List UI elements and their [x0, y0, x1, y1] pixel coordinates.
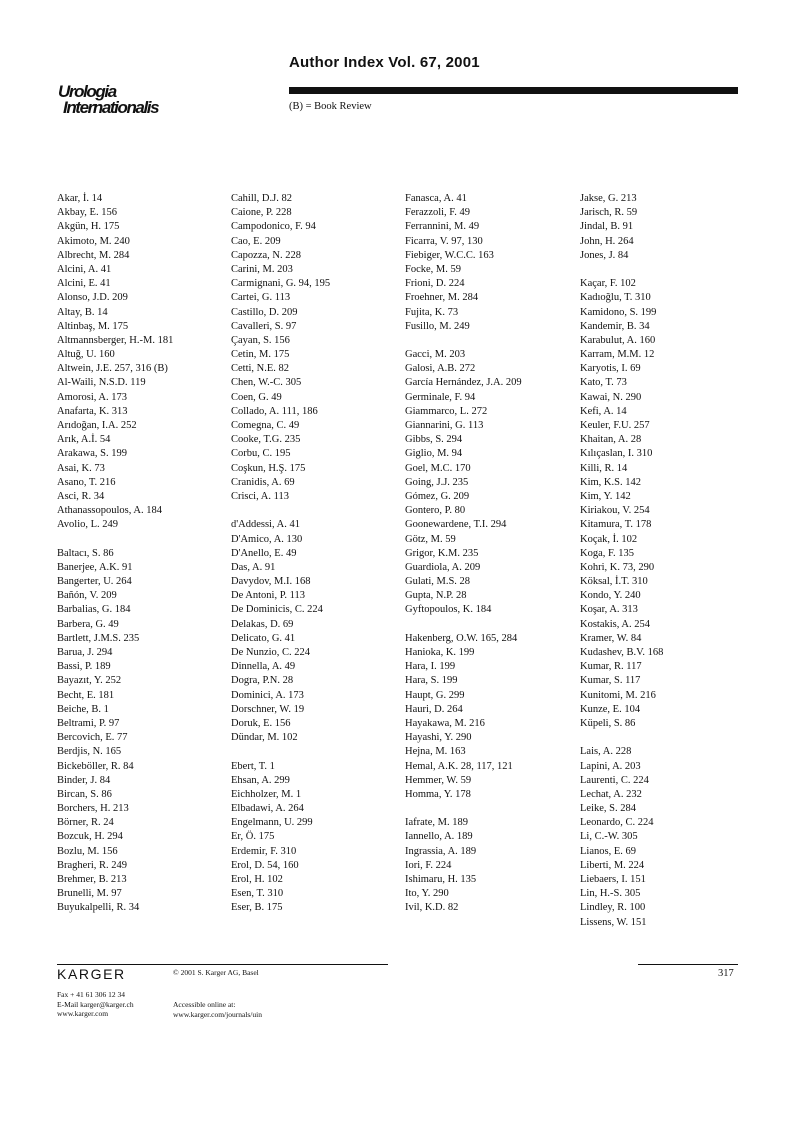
author-entry: Castillo, D. 209 [231, 306, 298, 318]
letter-group-gap [580, 263, 663, 277]
publisher-website: www.karger.com [57, 1009, 109, 1018]
author-entry: Karabulut, A. 160 [580, 334, 656, 346]
author-entry: Corbu, C. 195 [231, 448, 291, 460]
author-entry: Jindal, B. 91 [580, 221, 634, 233]
author-entry: Lechat, A. 232 [580, 788, 642, 800]
author-entry: Delicato, G. 41 [231, 632, 296, 644]
author-entry: Koga, F. 135 [580, 547, 634, 559]
author-entry: Er, Ö. 175 [231, 831, 275, 843]
author-entry: Altmannsberger, H.-M. 181 [57, 334, 174, 346]
author-entry: Amorosi, A. 173 [57, 391, 128, 403]
author-entry: Fiebiger, W.C.C. 163 [405, 249, 494, 261]
letter-group-gap [580, 731, 663, 745]
author-entry: Erdemir, F. 310 [231, 845, 297, 857]
journal-name-line1: Urologia [58, 82, 116, 101]
author-entry: Froehner, M. 284 [405, 292, 479, 304]
author-entry: Cahill, D.J. 82 [231, 193, 292, 204]
author-entry: Dündar, M. 102 [231, 732, 298, 744]
author-entry: Hayashi, Y. 290 [405, 732, 472, 744]
author-entry: De Antoni, P. 113 [231, 590, 305, 602]
author-entry: Küpeli, S. 86 [580, 717, 636, 729]
copyright-notice: © 2001 S. Karger AG, Basel [173, 968, 259, 977]
author-entry: Giannarini, G. 113 [405, 420, 484, 431]
author-entry: Kaçar, F. 102 [580, 278, 636, 290]
author-entry: Hara, I. 199 [405, 661, 456, 673]
author-entry: Lianos, E. 69 [580, 845, 636, 857]
author-entry: Hemmer, W. 59 [405, 774, 472, 786]
author-entry: Börner, R. 24 [57, 817, 114, 829]
author-entry: Kandemir, B. 34 [580, 320, 650, 332]
author-entry: Kostakis, A. 254 [580, 618, 651, 630]
author-entry: Barua, J. 294 [57, 647, 113, 658]
author-entry: Arık, A.İ. 54 [57, 434, 111, 446]
author-entry: Ishimaru, H. 135 [405, 874, 477, 885]
author-entry: Banerjee, A.K. 91 [57, 561, 133, 573]
page-title: Author Index Vol. 67, 2001 [289, 54, 480, 71]
author-entry: Ehsan, A. 299 [231, 774, 290, 786]
author-entry: Ficarra, V. 97, 130 [405, 235, 483, 247]
journal-name-line2: Internationalis [63, 98, 159, 117]
author-entry: Goonewardene, T.I. 294 [405, 519, 507, 531]
author-entry: Kefi, A. 14 [580, 405, 627, 417]
title-rule [289, 87, 738, 94]
author-column-2 [231, 192, 330, 916]
author-entry: Köksal, İ.T. 310 [580, 576, 648, 588]
author-entry: Bozcuk, H. 294 [57, 831, 123, 843]
author-column-4 [580, 192, 663, 930]
author-entry: Ferazzoli, F. 49 [405, 207, 471, 219]
author-entry: Koçak, İ. 102 [580, 533, 638, 545]
publisher-contact [57, 990, 134, 1019]
author-entry: Dominici, A. 173 [231, 689, 304, 701]
author-entry: Kamidono, S. 199 [580, 306, 657, 318]
author-entry: Liberti, M. 224 [580, 859, 645, 871]
author-entry: Cao, E. 209 [231, 235, 281, 247]
author-entry: Doruk, E. 156 [231, 717, 291, 729]
author-entry: Altay, B. 14 [57, 306, 108, 318]
author-entry: Hayakawa, M. 216 [405, 717, 485, 729]
email-address: E-Mail karger@karger.ch [57, 999, 134, 1009]
author-entry: Asai, K. 73 [57, 462, 105, 474]
author-entry: Kohri, K. 73, 290 [580, 561, 655, 573]
author-entry: Gacci, M. 203 [405, 349, 466, 361]
author-entry: Gupta, N.P. 28 [405, 590, 467, 602]
author-entry: Barbalias, G. 184 [57, 604, 131, 616]
author-entry: Cooke, T.G. 235 [231, 434, 301, 446]
author-entry: Al-Waili, N.S.D. 119 [57, 377, 146, 389]
author-entry: Davydov, M.I. 168 [231, 576, 311, 588]
online-access [173, 1000, 262, 1019]
author-entry: Fusillo, M. 249 [405, 320, 470, 332]
page-number: 317 [718, 968, 734, 979]
author-entry: Ivil, K.D. 82 [405, 902, 459, 914]
author-entry: Eser, B. 175 [231, 902, 283, 914]
author-entry: Karram, M.M. 12 [580, 349, 655, 361]
author-entry: Laurenti, C. 224 [580, 774, 649, 786]
author-entry: Hemal, A.K. 28, 117, 121 [405, 760, 513, 772]
author-entry: Barbera, G. 49 [57, 618, 119, 630]
author-entry: Kawai, N. 290 [580, 391, 642, 403]
author-entry: Haupt, G. 299 [405, 689, 465, 701]
author-entry: Hanioka, K. 199 [405, 647, 475, 658]
author-entry: Delakas, D. 69 [231, 618, 294, 630]
author-entry: Coen, G. 49 [231, 391, 282, 403]
author-column-1 [57, 192, 173, 916]
author-entry: Leonardo, C. 224 [580, 817, 654, 829]
author-entry: Baltacı, S. 86 [57, 547, 114, 559]
author-entry: Kim, Y. 142 [580, 490, 631, 502]
author-entry: Arakawa, S. 199 [57, 448, 127, 460]
author-entry: Kudashev, B.V. 168 [580, 647, 664, 658]
author-entry: Lapini, A. 203 [580, 760, 641, 772]
journal-url: www.karger.com/journals/uin [173, 1009, 262, 1019]
author-entry: Iori, F. 224 [405, 859, 452, 871]
author-entry: Arıdoğan, I.A. 252 [57, 420, 137, 431]
author-entry: Das, A. 91 [231, 561, 276, 573]
author-entry: De Nunzio, C. 224 [231, 647, 311, 658]
author-entry: Becht, E. 181 [57, 689, 115, 701]
author-entry: Kitamura, T. 178 [580, 519, 652, 531]
author-entry: Carmignani, G. 94, 195 [231, 278, 331, 290]
author-entry: Goel, M.C. 170 [405, 462, 471, 474]
author-entry: Hejna, M. 163 [405, 746, 466, 758]
author-entry: Giammarco, L. 272 [405, 405, 488, 417]
author-entry: Esen, T. 310 [231, 888, 284, 900]
author-entry: Kim, K.S. 142 [580, 476, 641, 488]
journal-logo [58, 84, 158, 116]
letter-group-gap [405, 334, 522, 348]
author-entry: D'Anello, E. 49 [231, 547, 297, 559]
author-entry: Bercovich, E. 77 [57, 732, 128, 744]
author-entry: Lin, H.-S. 305 [580, 888, 641, 900]
author-entry: Ito, Y. 290 [405, 888, 449, 900]
author-entry: Cetin, M. 175 [231, 349, 290, 361]
author-entry: Asci, R. 34 [57, 490, 105, 502]
author-entry: Fanasca, A. 41 [405, 193, 467, 204]
author-entry: Hauri, D. 264 [405, 703, 463, 715]
author-entry: Khaitan, A. 28 [580, 434, 642, 446]
author-entry: Iannello, A. 189 [405, 831, 473, 843]
letter-group-gap [231, 504, 330, 518]
footer-rule-right [638, 964, 738, 965]
author-entry: Collado, A. 111, 186 [231, 405, 318, 417]
author-entry: Kramer, W. 84 [580, 632, 642, 644]
author-entry: Germinale, F. 94 [405, 391, 476, 403]
author-entry: Bañón, V. 209 [57, 590, 117, 602]
author-entry: Frioni, D. 224 [405, 278, 465, 290]
author-entry: Hara, S. 199 [405, 675, 458, 687]
author-entry: Gómez, G. 209 [405, 490, 470, 502]
author-entry: Killi, R. 14 [580, 462, 628, 474]
author-entry: d'Addessi, A. 41 [231, 519, 300, 531]
author-entry: Karyotis, I. 69 [580, 363, 641, 375]
author-entry: Beiche, B. 1 [57, 703, 109, 715]
author-entry: Iafrate, M. 189 [405, 817, 468, 829]
author-entry: Kato, T. 73 [580, 377, 627, 389]
author-entry: Akgün, H. 175 [57, 221, 120, 233]
author-entry: Capozza, N. 228 [231, 249, 301, 261]
author-entry: Giglio, M. 94 [405, 448, 463, 460]
book-review-legend: (B) = Book Review [289, 101, 372, 112]
author-entry: Altwein, J.E. 257, 316 (B) [57, 363, 168, 375]
author-entry: Galosi, A.B. 272 [405, 363, 476, 375]
author-entry: Bozlu, M. 156 [57, 845, 118, 857]
author-entry: Bassi, P. 189 [57, 661, 111, 673]
author-column-3 [405, 192, 522, 916]
publisher-logo: KARGER [57, 966, 126, 982]
access-label: Accessible online at: [173, 1000, 236, 1009]
author-entry: Crisci, A. 113 [231, 490, 289, 502]
author-entry: Akbay, E. 156 [57, 207, 117, 219]
author-entry: Homma, Y. 178 [405, 788, 471, 800]
author-entry: Cranidis, A. 69 [231, 476, 295, 488]
author-entry: Götz, M. 59 [405, 533, 456, 545]
author-entry: Eichholzer, M. 1 [231, 788, 302, 800]
author-entry: Lissens, W. 151 [580, 916, 647, 928]
author-entry: Ebert, T. 1 [231, 760, 275, 772]
author-entry: Erol, D. 54, 160 [231, 859, 299, 871]
author-entry: Gontero, P. 80 [405, 505, 466, 517]
author-entry: Carini, M. 203 [231, 263, 293, 275]
author-entry: Asano, T. 216 [57, 476, 116, 488]
author-entry: Binder, J. 84 [57, 774, 111, 786]
author-entry: Kunitomi, M. 216 [580, 689, 656, 701]
author-entry: Dogra, P.N. 28 [231, 675, 294, 687]
letter-group-gap [405, 802, 522, 816]
author-entry: Kumar, R. 117 [580, 661, 642, 673]
author-entry: Elbadawi, A. 264 [231, 803, 304, 815]
author-entry: Gyftopoulos, K. 184 [405, 604, 492, 616]
author-entry: Beltrami, P. 97 [57, 717, 120, 729]
letter-group-gap [57, 533, 173, 547]
author-entry: Going, J.J. 235 [405, 476, 469, 488]
letter-group-gap [231, 745, 330, 759]
author-entry: Chen, W.-C. 305 [231, 377, 302, 389]
author-entry: Li, C.-W. 305 [580, 831, 638, 843]
author-entry: Berdjis, N. 165 [57, 746, 122, 758]
author-entry: Cartei, G. 113 [231, 292, 291, 304]
author-entry: Kondo, Y. 240 [580, 590, 641, 602]
author-entry: Jakse, G. 213 [580, 193, 637, 204]
author-entry: Cavalleri, S. 97 [231, 320, 297, 332]
author-entry: Hakenberg, O.W. 165, 284 [405, 632, 518, 644]
author-entry: Leike, S. 284 [580, 803, 636, 815]
author-entry: Bangerter, U. 264 [57, 576, 132, 588]
author-entry: Caione, P. 228 [231, 207, 292, 219]
author-entry: Kiriakou, V. 254 [580, 505, 650, 517]
author-entry: Buyukalpelli, R. 34 [57, 902, 140, 914]
author-entry: Borchers, H. 213 [57, 803, 129, 815]
author-entry: Coşkun, H.Ş. 175 [231, 462, 306, 474]
author-entry: Bircan, S. 86 [57, 788, 112, 800]
author-entry: Brunelli, M. 97 [57, 888, 122, 900]
author-entry: Kunze, E. 104 [580, 703, 641, 715]
author-entry: Anafarta, K. 313 [57, 405, 128, 417]
author-entry: Engelmann, U. 299 [231, 817, 313, 829]
author-entry: Kumar, S. 117 [580, 675, 641, 687]
author-entry: Gulati, M.S. 28 [405, 576, 471, 588]
author-entry: Koşar, A. 313 [580, 604, 638, 616]
author-entry: Athanassopoulos, A. 184 [57, 505, 162, 517]
author-entry: Bickeböller, R. 84 [57, 760, 134, 772]
footer-rule-left [57, 964, 388, 965]
author-entry: Focke, M. 59 [405, 263, 461, 275]
author-entry: Alcini, E. 41 [57, 278, 111, 290]
author-entry: Akar, İ. 14 [57, 193, 103, 204]
author-entry: Keuler, F.U. 257 [580, 420, 650, 431]
author-entry: Ingrassia, A. 189 [405, 845, 477, 857]
author-entry: John, H. 264 [580, 235, 634, 247]
author-entry: Çayan, S. 156 [231, 334, 290, 346]
author-entry: Liebaers, I. 151 [580, 874, 646, 885]
author-entry: García Hernández, J.A. 209 [405, 377, 522, 389]
author-entry: Lais, A. 228 [580, 746, 632, 758]
author-entry: Jarisch, R. 59 [580, 207, 638, 219]
author-entry: Lindley, R. 100 [580, 902, 646, 914]
author-entry: Gibbs, S. 294 [405, 434, 463, 446]
author-entry: Bartlett, J.M.S. 235 [57, 632, 140, 644]
author-entry: Campodonico, F. 94 [231, 221, 316, 233]
author-entry: De Dominicis, C. 224 [231, 604, 323, 616]
author-entry: Comegna, C. 49 [231, 420, 300, 431]
author-entry: Dinnella, A. 49 [231, 661, 296, 673]
author-entry: Cetti, N.E. 82 [231, 363, 290, 375]
author-entry: Alonso, J.D. 209 [57, 292, 128, 304]
author-entry: Alcini, A. 41 [57, 263, 112, 275]
author-entry: Guardiola, A. 209 [405, 561, 481, 573]
author-entry: Jones, J. 84 [580, 249, 629, 261]
author-entry: Erol, H. 102 [231, 874, 283, 885]
author-entry: Bayazıt, Y. 252 [57, 675, 122, 687]
author-entry: Fujita, K. 73 [405, 306, 459, 318]
author-entry: D'Amico, A. 130 [231, 533, 303, 545]
author-entry: Ferrannini, M. 49 [405, 221, 480, 233]
letter-group-gap [405, 618, 522, 632]
author-entry: Altinbaş, M. 175 [57, 320, 129, 332]
author-entry: Avolio, L. 249 [57, 519, 119, 531]
author-entry: Albrecht, M. 284 [57, 249, 130, 261]
author-entry: Kadıoğlu, T. 310 [580, 292, 651, 304]
author-entry: Akimoto, M. 240 [57, 235, 130, 247]
fax-number: Fax + 41 61 306 12 34 [57, 990, 125, 999]
author-entry: Altuğ, U. 160 [57, 349, 115, 361]
author-entry: Kılıçaslan, I. 310 [580, 448, 653, 460]
author-entry: Bragheri, R. 249 [57, 859, 127, 871]
author-entry: Brehmer, B. 213 [57, 874, 127, 885]
author-entry: Grigor, K.M. 235 [405, 547, 479, 559]
author-entry: Dorschner, W. 19 [231, 703, 305, 715]
